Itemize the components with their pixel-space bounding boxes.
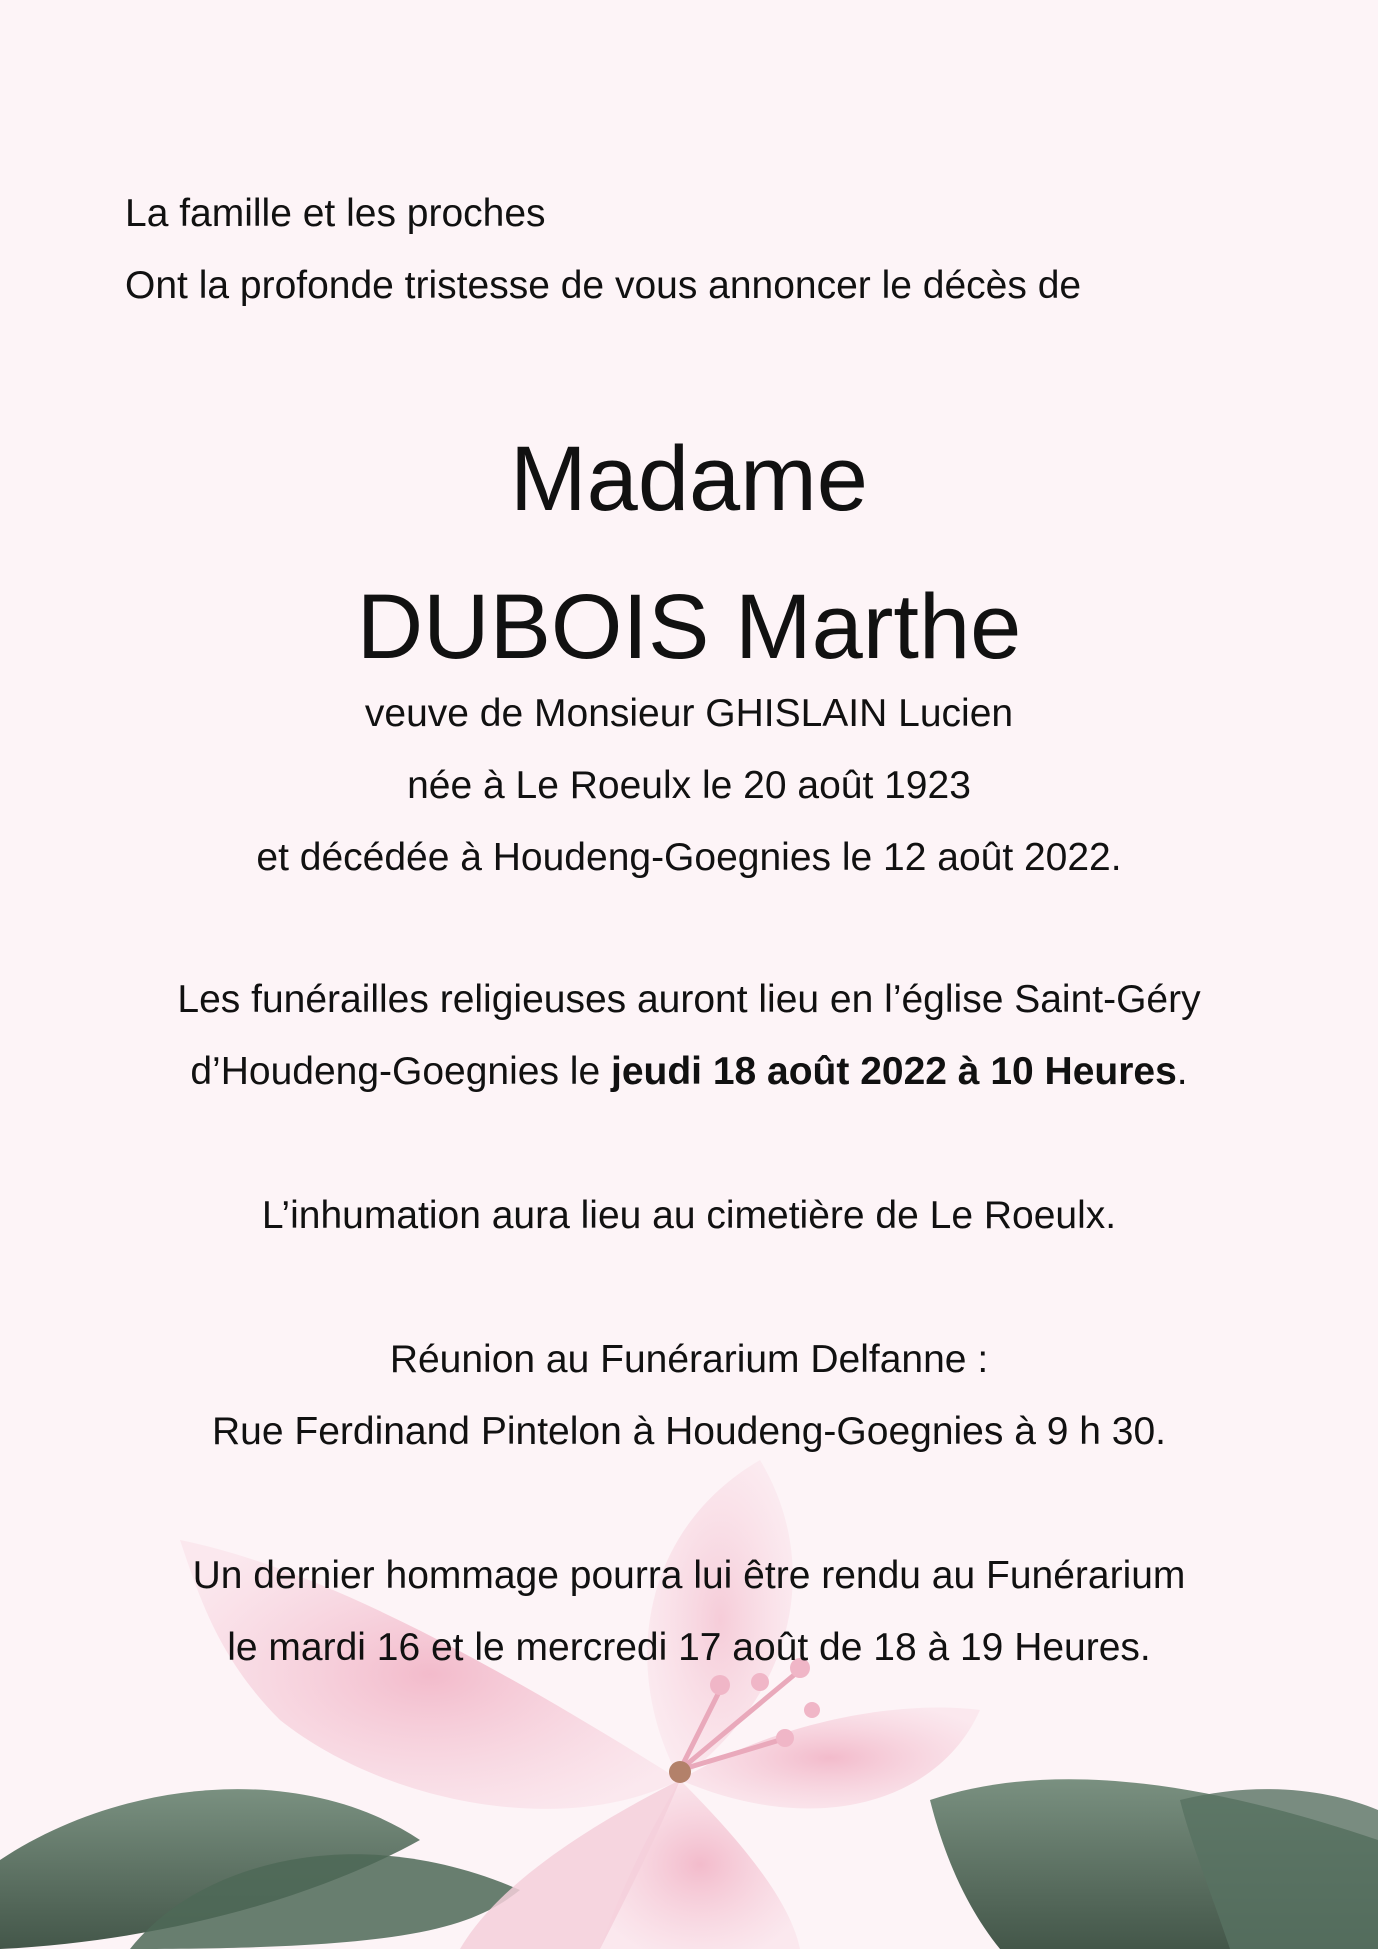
meeting-info [0, 1324, 1378, 1468]
intro-line-1: La famille et les proches [125, 192, 546, 235]
birth-line: née à Le Roeulx le 20 août 1923 [407, 764, 971, 807]
life-details [0, 678, 1378, 894]
burial-info [0, 1180, 1378, 1252]
flower-decoration [0, 1420, 1378, 1949]
funeral-period: . [1176, 1050, 1188, 1093]
spouse-line: veuve de Monsieur GHISLAIN Lucien [364, 692, 1014, 735]
meeting-line-1: Réunion au Funérarium Delfanne : [389, 1338, 989, 1381]
death-line: et décédée à Houdeng-Goegnies le 12 août 2022. [256, 836, 1122, 879]
funeral-line-1: Les funérailles religieuses auront lieu en l’église Saint-Géry [177, 978, 1201, 1021]
funeral-info [0, 964, 1378, 1108]
deceased-name: DUBOIS Marthe [356, 576, 1022, 678]
homage-info [0, 1540, 1378, 1684]
homage-line-1: Un dernier hommage pourra lui être rendu au Funérarium [192, 1554, 1186, 1597]
funeral-location: d’Houdeng-Goegnies le [190, 1050, 611, 1093]
intro-line-2: Ont la profonde tristesse de vous annoncer le décès de [125, 264, 1082, 307]
funeral-line-2 [0, 1036, 1378, 1108]
honorific: Madame [510, 428, 868, 530]
meeting-line-2: Rue Ferdinand Pintelon à Houdeng-Goegnies à 9 h 30. [212, 1410, 1166, 1453]
funeral-date: jeudi 18 août 2022 à 10 Heures [610, 1050, 1177, 1093]
burial-line: L’inhumation aura lieu au cimetière de Le Roeulx. [261, 1194, 1117, 1237]
deceased-name-block [0, 405, 1378, 701]
intro-text [125, 178, 1081, 322]
homage-line-2: le mardi 16 et le mercredi 17 août de 18 à 19 Heures. [227, 1626, 1151, 1669]
